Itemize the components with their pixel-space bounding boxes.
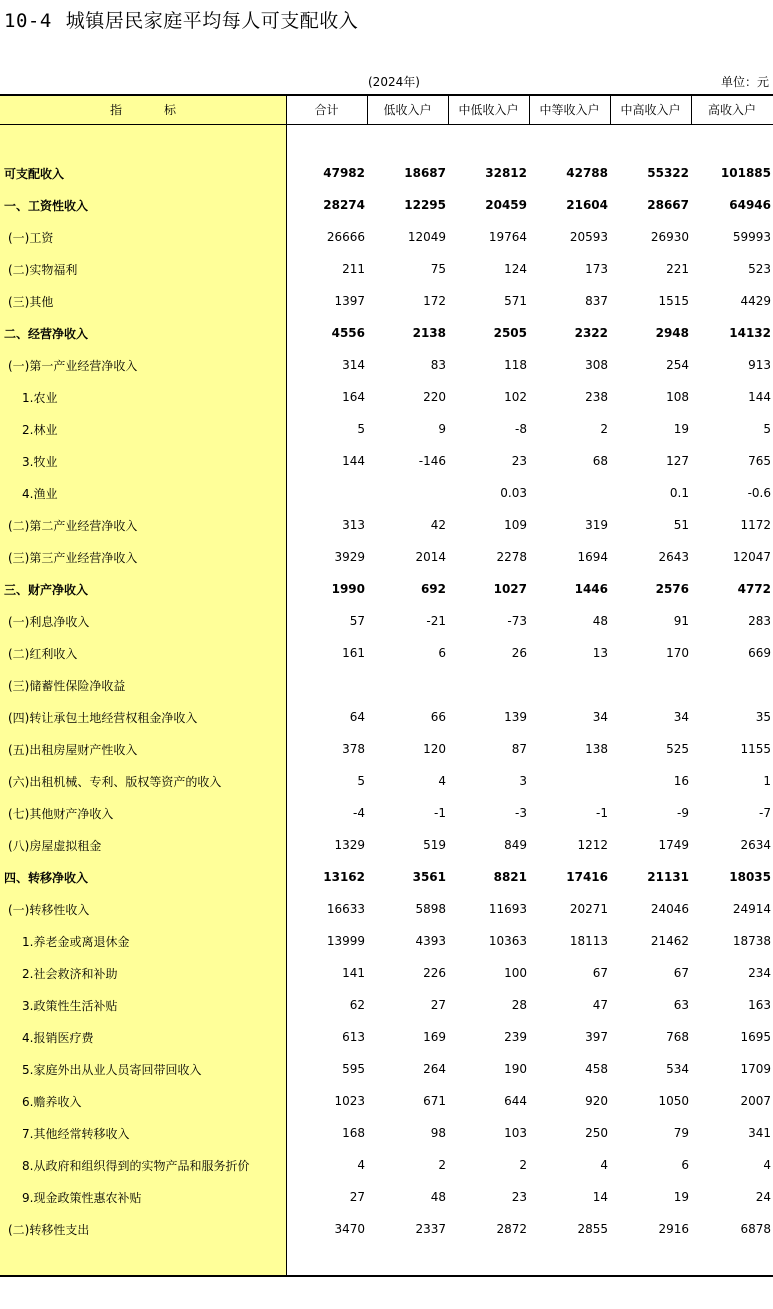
table-cell: 48: [430, 1190, 446, 1204]
table-row: [0, 349, 773, 381]
table-cell: 19: [673, 422, 689, 436]
table-cell: 34: [673, 710, 689, 724]
row-label: 3.政策性生活补贴: [22, 998, 118, 1013]
table-cell: 14132: [729, 326, 771, 340]
table-cell: 211: [342, 262, 365, 276]
table-row: [0, 1117, 773, 1149]
table-cell: 226: [423, 966, 446, 980]
table-cell: 64: [349, 710, 365, 724]
table-cell: 26666: [326, 230, 365, 244]
table-cell: 87: [511, 742, 527, 756]
table-row: [0, 157, 773, 189]
table-cell: -3: [515, 806, 527, 820]
table-cell: 2872: [496, 1222, 527, 1236]
table-row: [0, 221, 773, 253]
table-body: [0, 157, 773, 1245]
table-cell: 79: [673, 1126, 689, 1140]
table-cell: 250: [585, 1126, 608, 1140]
table-cell: 4: [438, 774, 446, 788]
table-cell: 1515: [658, 294, 689, 308]
table-row: [0, 413, 773, 445]
table-row: [0, 989, 773, 1021]
table-cell: 47982: [323, 166, 365, 180]
table-cell: 768: [666, 1030, 689, 1044]
table-cell: 6: [438, 646, 446, 660]
table-cell: 254: [666, 358, 689, 372]
table-cell: 9: [438, 422, 446, 436]
table-cell: 3: [519, 774, 527, 788]
table-cell: 2948: [655, 326, 689, 340]
row-label: (五)出租房屋财产性收入: [8, 742, 138, 757]
header-high-income: 高收入户: [707, 103, 756, 117]
table-cell: 127: [666, 454, 689, 468]
table-cell: 571: [504, 294, 527, 308]
table-cell: 4772: [737, 582, 771, 596]
table-cell: 1990: [331, 582, 365, 596]
table-cell: 21604: [566, 198, 608, 212]
table-cell: -1: [596, 806, 608, 820]
table-cell: 23: [511, 1190, 527, 1204]
table-cell: 13999: [326, 934, 365, 948]
row-label: (一)工资: [8, 230, 54, 245]
table-row: [0, 925, 773, 957]
table-cell: 12295: [404, 198, 446, 212]
table-cell: 64946: [729, 198, 771, 212]
table-row: [0, 1053, 773, 1085]
table-cell: -4: [353, 806, 365, 820]
table-cell: 141: [342, 966, 365, 980]
table-cell: 83: [430, 358, 446, 372]
table-cell: 4: [357, 1158, 365, 1172]
table-cell: 234: [748, 966, 771, 980]
table-cell: 1694: [577, 550, 608, 564]
table-row: [0, 285, 773, 317]
table-cell: 144: [342, 454, 365, 468]
table-cell: 0.03: [500, 486, 527, 500]
row-label: 2.林业: [22, 422, 58, 437]
table-cell: 1446: [574, 582, 608, 596]
table-cell: 28667: [647, 198, 689, 212]
header-divider: [610, 96, 611, 124]
table-row: [0, 1021, 773, 1053]
table-cell: 59993: [732, 230, 771, 244]
table-cell: 2916: [658, 1222, 689, 1236]
header-divider: [367, 96, 368, 124]
row-label: (三)第三产业经营净收入: [8, 550, 138, 565]
table-cell: 144: [748, 390, 771, 404]
table-cell: 3929: [334, 550, 365, 564]
table-cell: 534: [666, 1062, 689, 1076]
table-cell: 27: [349, 1190, 365, 1204]
table-cell: 1695: [740, 1030, 771, 1044]
table-row: [0, 829, 773, 861]
table-cell: 100: [504, 966, 527, 980]
table-row: [0, 861, 773, 893]
table-row: [0, 893, 773, 925]
row-label: 三、财产净收入: [4, 582, 89, 597]
row-label: 可支配收入: [4, 166, 65, 181]
table-cell: 6878: [740, 1222, 771, 1236]
page-title: [4, 6, 358, 33]
table-cell: -21: [426, 614, 446, 628]
table-cell: 525: [666, 742, 689, 756]
row-label: 7.其他经常转移收入: [22, 1126, 130, 1141]
row-label: 二、经营净收入: [4, 326, 89, 341]
table-row: [0, 1213, 773, 1245]
table-cell: 313: [342, 518, 365, 532]
table-cell: 118: [504, 358, 527, 372]
table-cell: 1027: [493, 582, 527, 596]
table-row: [0, 1181, 773, 1213]
table-cell: 161: [342, 646, 365, 660]
table-cell: 57: [349, 614, 365, 628]
table-row: [0, 1085, 773, 1117]
header-divider: [448, 96, 449, 124]
table-cell: 164: [342, 390, 365, 404]
table-cell: 21462: [650, 934, 689, 948]
header-indicator-char-2: 标: [164, 103, 177, 117]
table-cell: 102: [504, 390, 527, 404]
table-cell: 341: [748, 1126, 771, 1140]
table-cell: 5: [357, 774, 365, 788]
table-row: [0, 477, 773, 509]
table-cell: 238: [585, 390, 608, 404]
table-cell: 4429: [740, 294, 771, 308]
table-cell: 66: [430, 710, 446, 724]
table-row: [0, 669, 773, 701]
table-cell: 1: [763, 774, 771, 788]
table-cell: 51: [673, 518, 689, 532]
row-label: (二)转移性支出: [8, 1222, 90, 1237]
table-cell: 10363: [488, 934, 527, 948]
table-cell: 19764: [488, 230, 527, 244]
table-cell: 2: [519, 1158, 527, 1172]
table-cell: 23: [511, 454, 527, 468]
header-divider: [691, 96, 692, 124]
table-row: [0, 509, 773, 541]
table-cell: 91: [673, 614, 689, 628]
table-cell: 2576: [655, 582, 689, 596]
header-middle-income: 中等收入户: [539, 103, 600, 117]
table-cell: 2855: [577, 1222, 608, 1236]
table-cell: 20459: [485, 198, 527, 212]
header-divider: [529, 96, 530, 124]
table-cell: 2337: [415, 1222, 446, 1236]
table-cell: 48: [592, 614, 608, 628]
table-cell: 28: [511, 998, 527, 1012]
table-cell: 75: [430, 262, 446, 276]
table-cell: 34: [592, 710, 608, 724]
table-cell: 644: [504, 1094, 527, 1108]
row-label: 8.从政府和组织得到的实物产品和服务折价: [22, 1158, 250, 1173]
table-cell: 28274: [323, 198, 365, 212]
row-label: 一、工资性收入: [4, 198, 89, 213]
table-cell: 169: [423, 1030, 446, 1044]
table-cell: 13: [592, 646, 608, 660]
row-label: (八)房屋虚拟租金: [8, 838, 102, 853]
row-label: (二)实物福利: [8, 262, 78, 277]
table-cell: 24914: [732, 902, 771, 916]
table-cell: 283: [748, 614, 771, 628]
table-cell: 519: [423, 838, 446, 852]
row-label: 2.社会救济和补助: [22, 966, 118, 981]
table-cell: 172: [423, 294, 446, 308]
table-cell: 138: [585, 742, 608, 756]
table-cell: 1397: [334, 294, 365, 308]
table-cell: 124: [504, 262, 527, 276]
row-label: (七)其他财产净收入: [8, 806, 114, 821]
table-cell: 5898: [415, 902, 446, 916]
table-row: [0, 701, 773, 733]
table-cell: 42: [430, 518, 446, 532]
table-cell: 67: [592, 966, 608, 980]
table-cell: 378: [342, 742, 365, 756]
table-cell: 62: [349, 998, 365, 1012]
row-label: 3.牧业: [22, 454, 58, 469]
table-cell: 837: [585, 294, 608, 308]
table-cell: 190: [504, 1062, 527, 1076]
header-upper-middle-income: 中高收入户: [620, 103, 681, 117]
table-cell: 67: [673, 966, 689, 980]
table-cell: 139: [504, 710, 527, 724]
row-label: (二)第二产业经营净收入: [8, 518, 138, 533]
table-row: [0, 189, 773, 221]
table-cell: 26: [511, 646, 527, 660]
unit-label: 单位：元: [720, 75, 769, 89]
row-label: 四、转移净收入: [4, 870, 89, 885]
table-row: [0, 381, 773, 413]
table-cell: 613: [342, 1030, 365, 1044]
table-cell: 913: [748, 358, 771, 372]
table-cell: 19: [673, 1190, 689, 1204]
table-row: [0, 733, 773, 765]
table-cell: 2322: [574, 326, 608, 340]
table-row: [0, 445, 773, 477]
table-cell: 3561: [412, 870, 446, 884]
table-row: [0, 957, 773, 989]
table-row: [0, 253, 773, 285]
table-cell: 264: [423, 1062, 446, 1076]
table-cell: 24: [755, 1190, 771, 1204]
table-cell: 1709: [740, 1062, 771, 1076]
table-cell: 1172: [740, 518, 771, 532]
table-cell: 63: [673, 998, 689, 1012]
header-lower-middle-income: 中低收入户: [458, 103, 519, 117]
table-cell: 13162: [323, 870, 365, 884]
table-cell: 5: [357, 422, 365, 436]
table-header: [0, 96, 773, 124]
table-cell: 173: [585, 262, 608, 276]
table-row: [0, 1149, 773, 1181]
table-cell: 101885: [720, 166, 771, 180]
table-cell: 239: [504, 1030, 527, 1044]
table-cell: 8821: [493, 870, 527, 884]
table-row: [0, 797, 773, 829]
table-cell: 68: [592, 454, 608, 468]
row-label: 4.渔业: [22, 486, 58, 501]
table-cell: 1023: [334, 1094, 365, 1108]
table-cell: 2643: [658, 550, 689, 564]
table-cell: 26930: [650, 230, 689, 244]
table-cell: 920: [585, 1094, 608, 1108]
table-cell: 2007: [740, 1094, 771, 1108]
year-label: (2024年): [368, 75, 420, 89]
table-cell: 6: [681, 1158, 689, 1172]
table-cell: 4556: [331, 326, 365, 340]
table-cell: 20593: [569, 230, 608, 244]
table-cell: 2: [438, 1158, 446, 1172]
table-cell: 314: [342, 358, 365, 372]
table-cell: 4393: [415, 934, 446, 948]
table-cell: 18035: [729, 870, 771, 884]
table-cell: 120: [423, 742, 446, 756]
table-cell: 35: [755, 710, 771, 724]
table-title: 城镇居民家庭平均每人可支配收入: [65, 10, 359, 32]
table-cell: 20271: [569, 902, 608, 916]
table-cell: 595: [342, 1062, 365, 1076]
table-cell: 765: [748, 454, 771, 468]
row-label: (二)红利收入: [8, 646, 78, 661]
table-cell: 2: [600, 422, 608, 436]
row-label: (三)储蓄性保险净收益: [8, 678, 126, 693]
header-low-income: 低收入户: [383, 103, 432, 117]
table-cell: 103: [504, 1126, 527, 1140]
table-cell: 109: [504, 518, 527, 532]
table-cell: 319: [585, 518, 608, 532]
row-label: (四)转让承包土地经营权租金净收入: [8, 710, 198, 725]
table-row: [0, 573, 773, 605]
table-cell: 1212: [577, 838, 608, 852]
table-cell: -8: [515, 422, 527, 436]
table-cell: 397: [585, 1030, 608, 1044]
table-cell: 669: [748, 646, 771, 660]
table-cell: 4: [600, 1158, 608, 1172]
row-label: (六)出租机械、专利、版权等资产的收入: [8, 774, 222, 789]
table-cell: 523: [748, 262, 771, 276]
table-cell: -73: [507, 614, 527, 628]
table-row: [0, 541, 773, 573]
row-label: 5.家庭外出从业人员寄回带回收入: [22, 1062, 202, 1077]
table-cell: 18687: [404, 166, 446, 180]
header-indicator-char-1: 指: [109, 103, 122, 117]
table-cell: 1050: [658, 1094, 689, 1108]
table-cell: 14: [592, 1190, 608, 1204]
table-cell: 16: [673, 774, 689, 788]
table-cell: 163: [748, 998, 771, 1012]
table-cell: 1749: [658, 838, 689, 852]
table-cell: 220: [423, 390, 446, 404]
table-cell: -9: [677, 806, 689, 820]
table-cell: 32812: [485, 166, 527, 180]
table-cell: 221: [666, 262, 689, 276]
table-cell: -7: [759, 806, 771, 820]
table-cell: 1329: [334, 838, 365, 852]
table-cell: 692: [420, 582, 446, 596]
table-cell: 16633: [326, 902, 365, 916]
table-cell: -0.6: [747, 486, 771, 500]
table-cell: 2634: [740, 838, 771, 852]
table-cell: 18113: [569, 934, 608, 948]
table-cell: 108: [666, 390, 689, 404]
table-cell: 2278: [496, 550, 527, 564]
table-cell: 3470: [334, 1222, 365, 1236]
table-cell: 0.1: [669, 486, 689, 500]
table-cell: 1155: [740, 742, 771, 756]
table-cell: 308: [585, 358, 608, 372]
table-cell: 458: [585, 1062, 608, 1076]
table-cell: 671: [423, 1094, 446, 1108]
row-label: 1.农业: [22, 390, 58, 405]
table-cell: 849: [504, 838, 527, 852]
header-indicator: [0, 96, 286, 124]
bottom-rule: [0, 1275, 773, 1277]
row-label: (三)其他: [8, 294, 54, 309]
table-number: 10-4: [4, 10, 52, 32]
table-cell: 11693: [488, 902, 527, 916]
table-cell: 42788: [566, 166, 608, 180]
table-cell: 2505: [493, 326, 527, 340]
table-cell: 17416: [566, 870, 608, 884]
table-cell: 24046: [650, 902, 689, 916]
table-cell: 55322: [647, 166, 689, 180]
table-cell: 27: [430, 998, 446, 1012]
table-cell: 2138: [412, 326, 446, 340]
row-label: 9.现金政策性惠农补贴: [22, 1190, 142, 1205]
table-cell: 18738: [732, 934, 771, 948]
header-rule: [0, 124, 773, 125]
table-cell: 2014: [415, 550, 446, 564]
table-cell: 168: [342, 1126, 365, 1140]
table-cell: 47: [592, 998, 608, 1012]
table-cell: 170: [666, 646, 689, 660]
table-cell: 21131: [647, 870, 689, 884]
table-cell: 12047: [732, 550, 771, 564]
table-cell: -146: [418, 454, 446, 468]
table-cell: -1: [434, 806, 446, 820]
table-cell: 12049: [407, 230, 446, 244]
row-label: 6.赡养收入: [22, 1094, 82, 1109]
table-cell: 5: [763, 422, 771, 436]
row-label: (一)第一产业经营净收入: [8, 358, 138, 373]
table-row: [0, 765, 773, 797]
table-row: [0, 317, 773, 349]
table-row: [0, 637, 773, 669]
row-label: (一)利息净收入: [8, 614, 90, 629]
header-total: 合计: [314, 103, 339, 117]
table-cell: 98: [430, 1126, 446, 1140]
row-label: 1.养老金或离退休金: [22, 934, 130, 949]
table-row: [0, 605, 773, 637]
row-label: (一)转移性收入: [8, 902, 90, 917]
row-label: 4.报销医疗费: [22, 1030, 94, 1045]
table-cell: 4: [763, 1158, 771, 1172]
